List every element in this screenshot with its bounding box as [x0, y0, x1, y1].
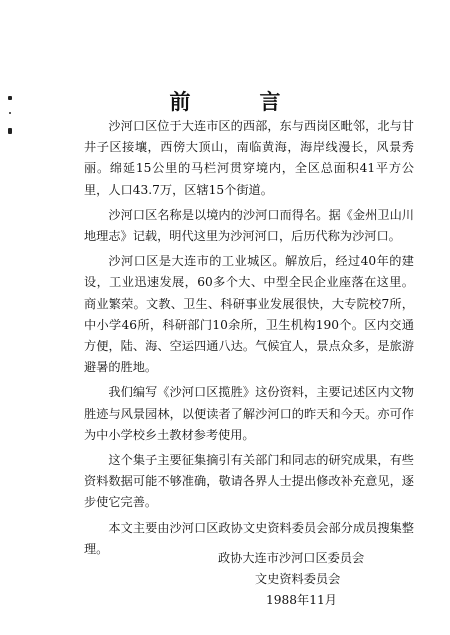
margin-mark — [8, 128, 12, 134]
paragraph-disclaimer: 这个集子主要征集摘引有关部门和同志的研究成果，有些资料数据可能不够准确，敬请各界人士提出修改补充意见，逐步使它完善。 — [84, 453, 414, 510]
signature-organization: 政协大连市沙河口区委员会 — [218, 551, 365, 565]
paragraph-compiler: 本文主要由沙河口区政协文史资料委员会部分成员搜集整理。 — [84, 520, 414, 556]
paragraph-industry: 沙河口区是大连市的工业城区。解放后，经过40年的建设，工业迅速发展，60多个大、中型全民企业座落在这里。商业繁荣。文教、卫生、科研事业发展很快，大专院校7所，中小学46所，科研部门10余所，卫生机构190个。区内交通方便，陆、海、空运四通八达。气候宜人，景点众多，是旅游避暑的胜地。 — [84, 254, 414, 375]
paragraph-purpose: 我们编写《沙河口区揽胜》这份资料，主要记述区内文物胜迹与风景园林，以便读者了解沙河口的昨天和今天。亦可作为中小学校乡土教材参考使用。 — [84, 385, 414, 442]
paragraph-location: 沙河口区位于大连市区的西部，东与西岗区毗邻，北与甘井子区接壤，西傍大顶山，南临黄海，海岸线漫长，风景秀丽。绵延15公里的马栏河贯穿境内，全区总面积41平方公里，人口43.7万，区辖15个街道。 — [84, 119, 414, 197]
page-title: 前 言 — [169, 90, 305, 114]
signature-date: 1988年11月 — [266, 593, 337, 607]
preface-body — [84, 116, 414, 564]
paragraph-name-origin: 沙河口区名称是以境内的沙河口而得名。据《金州卫山川地理志》记载，明代这里为沙河河口，后历代称为沙河口。 — [84, 207, 414, 244]
signature-committee: 文史资料委员会 — [255, 572, 341, 586]
signature-block — [208, 548, 418, 611]
